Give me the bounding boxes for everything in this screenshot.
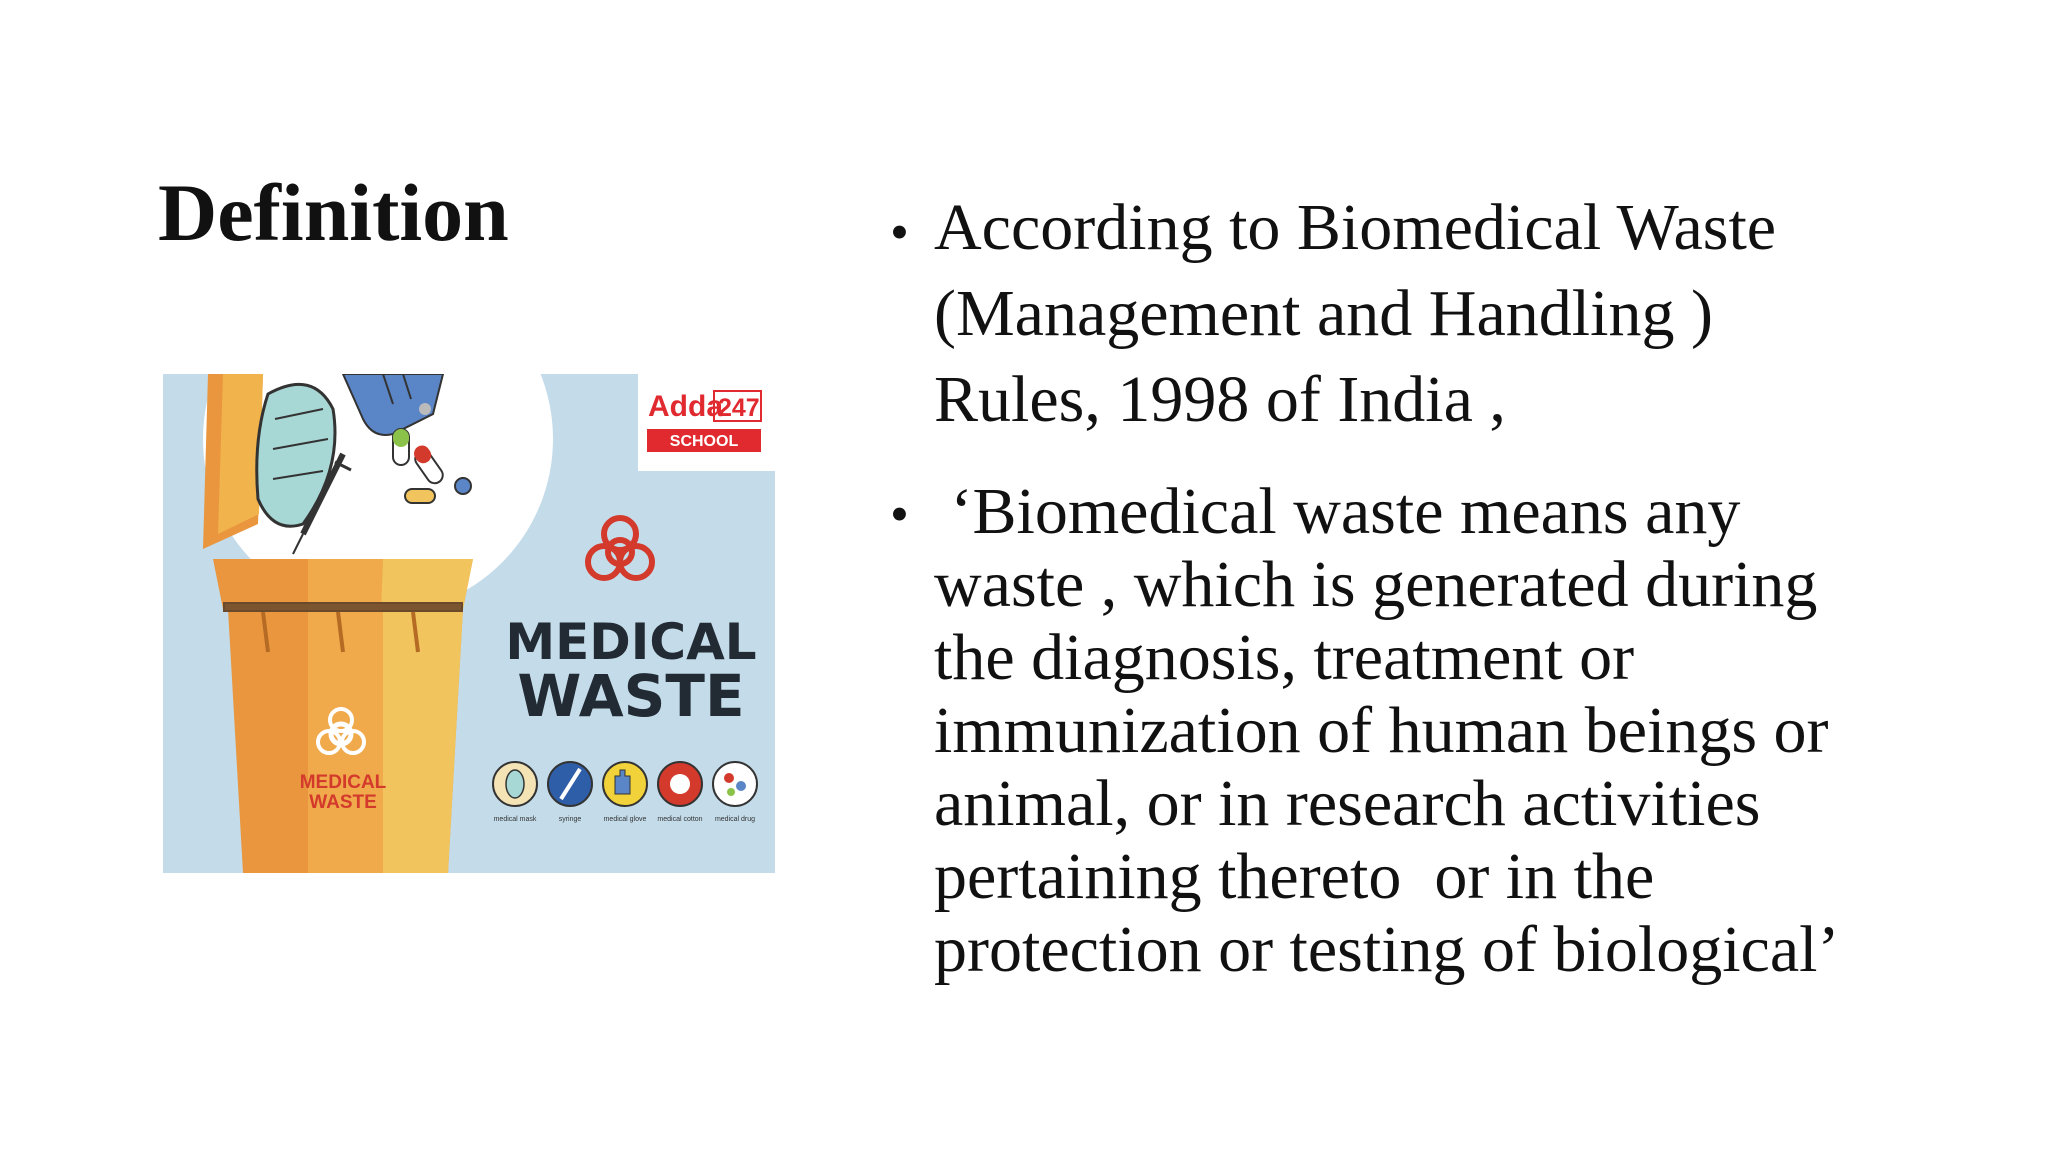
bullet-line: pertaining thereto or in the bbox=[934, 840, 1655, 913]
bullet-item bbox=[890, 475, 1990, 986]
icon-label-2: syringe bbox=[558, 816, 582, 823]
drug-icon bbox=[713, 762, 757, 806]
icon-label-1: medical mask bbox=[493, 816, 537, 823]
logo-number: 247 bbox=[718, 394, 760, 422]
bullet-line: the diagnosis, treatment or bbox=[934, 621, 1635, 694]
bin-label-line1: MEDICAL bbox=[299, 772, 387, 793]
illustration-heading-line2: WASTE bbox=[517, 662, 745, 730]
medical-waste-bin bbox=[213, 559, 473, 873]
glove-icon bbox=[603, 762, 647, 806]
cotton-icon bbox=[658, 762, 702, 806]
bullet-line: immunization of human beings or bbox=[934, 694, 1829, 767]
bullet-line: protection or testing of biological’ bbox=[934, 913, 1840, 986]
bullet-marker: • bbox=[890, 484, 909, 544]
mask-icon bbox=[493, 762, 537, 806]
illustration-heading-line1: MEDICAL bbox=[505, 613, 757, 671]
bullet-line: ‘Biomedical waste means any bbox=[934, 475, 1741, 548]
medical-waste-illustration bbox=[163, 374, 775, 873]
bin-lid bbox=[203, 374, 263, 549]
bullet-marker: • bbox=[890, 202, 909, 262]
icon-label-5: medical drug bbox=[714, 816, 756, 823]
bullet-line: According to Biomedical Waste bbox=[934, 191, 1777, 264]
bullet-line: Rules, 1998 of India , bbox=[934, 363, 1506, 436]
syringe-icon bbox=[548, 762, 592, 806]
icon-label-3: medical glove bbox=[603, 816, 647, 823]
bullet-line: (Management and Handling ) bbox=[934, 277, 1713, 350]
bullet-list bbox=[890, 185, 1990, 986]
bullet-line: animal, or in research activities bbox=[934, 767, 1761, 840]
logo-sub: SCHOOL bbox=[669, 433, 739, 450]
slide-title: Definition bbox=[158, 167, 509, 258]
bullet-item bbox=[890, 185, 1990, 443]
icon-label-4: medical cotton bbox=[657, 816, 703, 823]
bullet-line: waste , which is generated during bbox=[934, 548, 1818, 621]
bin-label-line2: WASTE bbox=[309, 792, 377, 813]
logo-text: Adda bbox=[648, 390, 723, 423]
adda247-logo bbox=[638, 374, 775, 471]
